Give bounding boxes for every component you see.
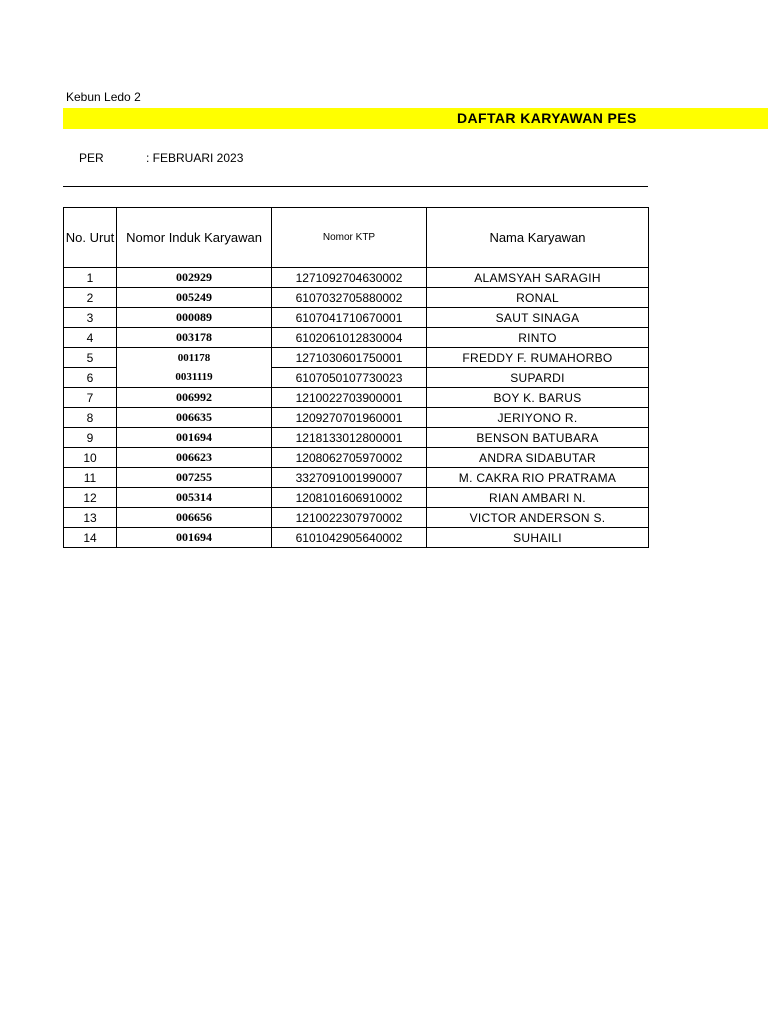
period-value: : FEBRUARI 2023	[146, 151, 244, 165]
employee-name: RONAL	[427, 288, 649, 308]
row-number: 3	[64, 308, 117, 328]
estate-name: Kebun Ledo 2	[66, 90, 141, 104]
employee-id: 005314	[117, 488, 272, 508]
employee-id: 006623	[117, 448, 272, 468]
row-number: 5	[64, 348, 117, 368]
column-header-no: No. Urut	[64, 208, 117, 268]
row-number: 6	[64, 368, 117, 388]
row-number: 11	[64, 468, 117, 488]
column-header-name: Nama Karyawan	[427, 208, 649, 268]
document-title: DAFTAR KARYAWAN PES	[457, 110, 637, 126]
table-row	[64, 408, 649, 428]
ktp-number: 1208101606910002	[272, 488, 427, 508]
table-header-row	[64, 208, 649, 268]
row-number: 1	[64, 268, 117, 288]
employee-id: 006635	[117, 408, 272, 428]
employee-name: BENSON BATUBARA	[427, 428, 649, 448]
employee-name: ANDRA SIDABUTAR	[427, 448, 649, 468]
employee-id: 001694	[117, 428, 272, 448]
ktp-number: 6107032705880002	[272, 288, 427, 308]
table-row	[64, 448, 649, 468]
employee-id: 003178	[117, 328, 272, 348]
employee-name: ALAMSYAH SARAGIH	[427, 268, 649, 288]
employee-name: RINTO	[427, 328, 649, 348]
table-row	[64, 288, 649, 308]
employee-name: SAUT SINAGA	[427, 308, 649, 328]
ktp-number: 1209270701960001	[272, 408, 427, 428]
employee-name: VICTOR ANDERSON S.	[427, 508, 649, 528]
table-row	[64, 508, 649, 528]
ktp-number: 6102061012830004	[272, 328, 427, 348]
employee-id: 000089	[117, 308, 272, 328]
table-row	[64, 308, 649, 328]
row-number: 14	[64, 528, 117, 548]
ktp-number: 1208062705970002	[272, 448, 427, 468]
row-number: 13	[64, 508, 117, 528]
ktp-number: 1271092704630002	[272, 268, 427, 288]
row-number: 9	[64, 428, 117, 448]
table-row	[64, 268, 649, 288]
table-row	[64, 368, 649, 388]
row-number: 2	[64, 288, 117, 308]
employee-name: SUPARDI	[427, 368, 649, 388]
table-row	[64, 488, 649, 508]
employee-id: 005249	[117, 288, 272, 308]
table-row	[64, 468, 649, 488]
period-label: PER	[79, 151, 104, 165]
row-number: 7	[64, 388, 117, 408]
table-row	[64, 428, 649, 448]
employee-name: BOY K. BARUS	[427, 388, 649, 408]
employee-id: 006656	[117, 508, 272, 528]
row-number: 12	[64, 488, 117, 508]
table-row	[64, 388, 649, 408]
ktp-number: 1271030601750001	[272, 348, 427, 368]
ktp-number: 6107041710670001	[272, 308, 427, 328]
employee-id: 0031119	[117, 368, 272, 388]
header-divider	[63, 186, 648, 187]
ktp-number: 1218133012800001	[272, 428, 427, 448]
employee-table	[63, 207, 649, 548]
ktp-number: 6101042905640002	[272, 528, 427, 548]
table-row	[64, 348, 649, 368]
title-banner	[63, 108, 768, 129]
ktp-number: 6107050107730023	[272, 368, 427, 388]
employee-name: JERIYONO R.	[427, 408, 649, 428]
employee-id: 001178	[117, 348, 272, 368]
column-header-ktp: Nomor KTP	[272, 208, 427, 268]
table-row	[64, 528, 649, 548]
ktp-number: 3327091001990007	[272, 468, 427, 488]
employee-id: 002929	[117, 268, 272, 288]
row-number: 10	[64, 448, 117, 468]
employee-name: SUHAILI	[427, 528, 649, 548]
employee-id: 007255	[117, 468, 272, 488]
column-header-nik: Nomor Induk Karyawan	[117, 208, 272, 268]
table-row	[64, 328, 649, 348]
employee-name: RIAN AMBARI N.	[427, 488, 649, 508]
ktp-number: 1210022307970002	[272, 508, 427, 528]
employee-id: 001694	[117, 528, 272, 548]
row-number: 4	[64, 328, 117, 348]
ktp-number: 1210022703900001	[272, 388, 427, 408]
employee-name: M. CAKRA RIO PRATRAMA	[427, 468, 649, 488]
employee-id: 006992	[117, 388, 272, 408]
employee-name: FREDDY F. RUMAHORBO	[427, 348, 649, 368]
row-number: 8	[64, 408, 117, 428]
